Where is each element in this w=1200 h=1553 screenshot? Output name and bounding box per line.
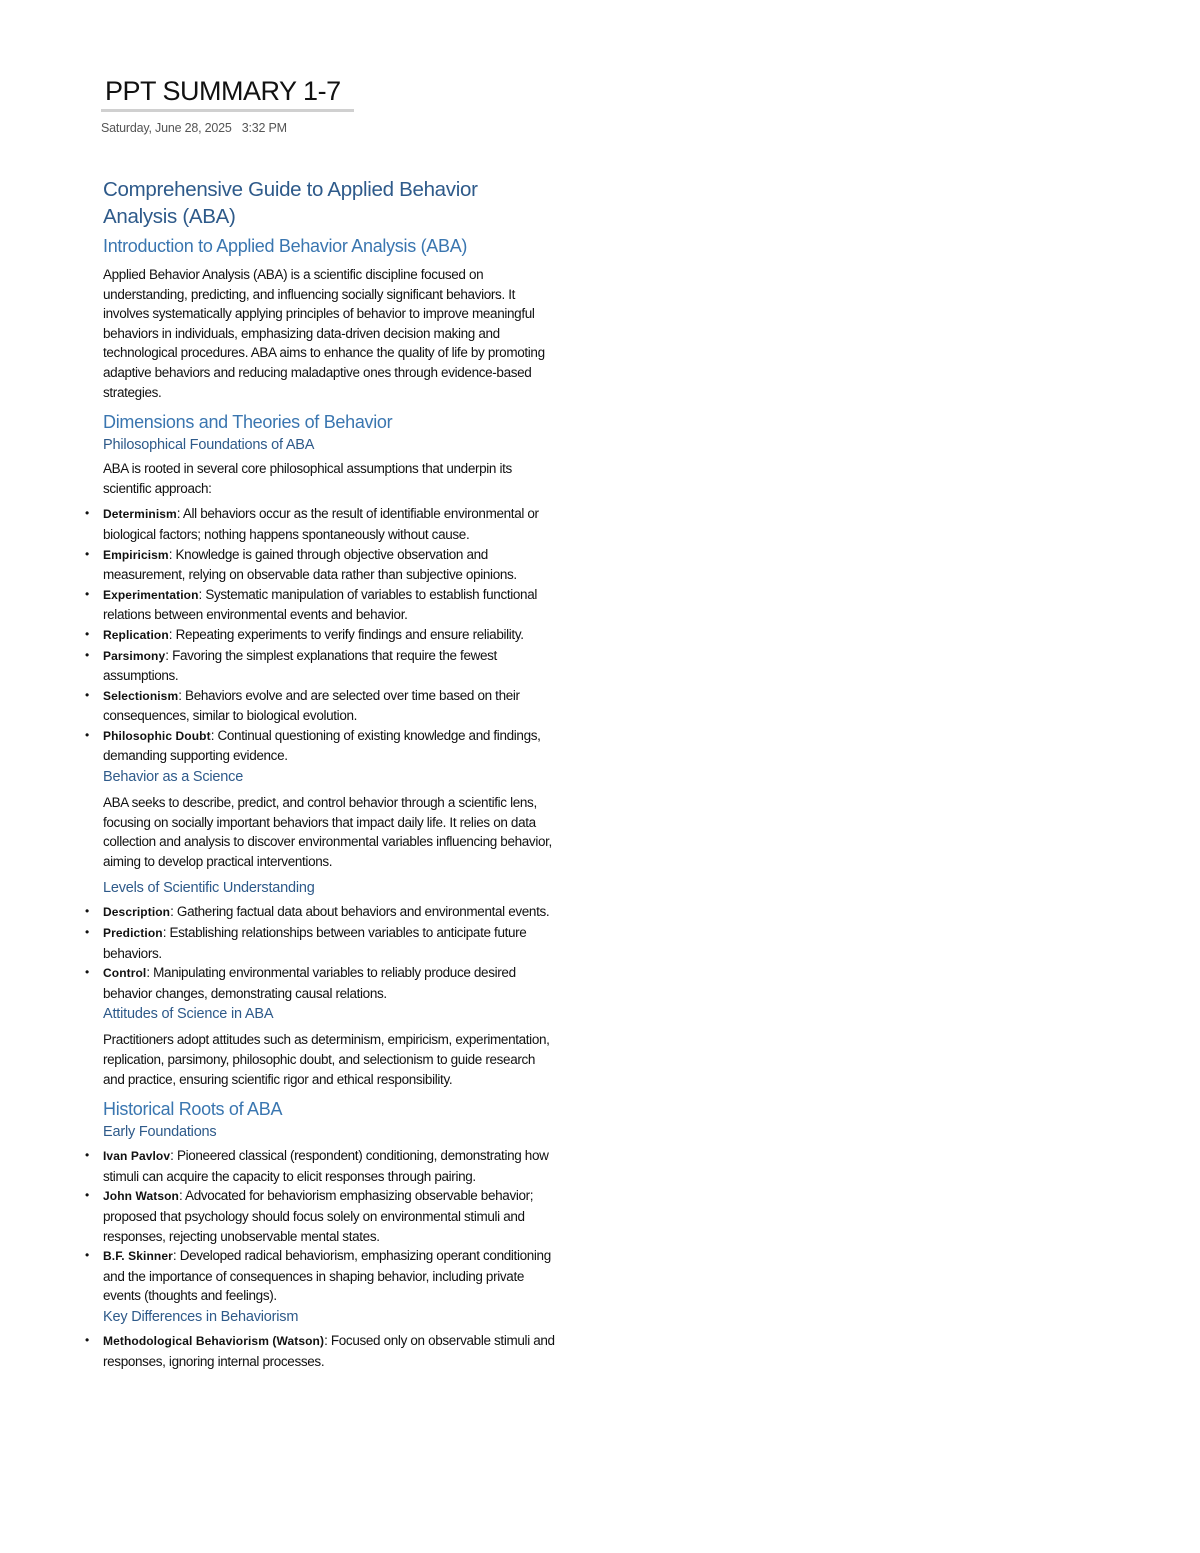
main-heading: Comprehensive Guide to Applied Behavior Analysis (ABA) — [103, 178, 478, 228]
list-item: • Prediction: Establishing relationships between variables to anticipate future behaviors. — [85, 925, 527, 961]
levels-heading: Levels of Scientific Understanding — [103, 880, 315, 897]
bullet-icon: • — [85, 586, 89, 601]
bullet-icon: • — [85, 626, 89, 641]
key-differences-heading: Key Differences in Behaviorism — [103, 1308, 299, 1325]
philosophical-heading: Philosophical Foundations of ABA — [103, 437, 315, 454]
historical-heading: Historical Roots of ABA — [103, 1099, 283, 1120]
levels-list — [85, 902, 555, 1003]
bullet-icon: • — [85, 904, 89, 919]
time-text: 3:32 PM — [241, 121, 287, 135]
bullet-icon: • — [85, 1248, 89, 1263]
list-item: • Philosophic Doubt: Continual questioning of existing knowledge and findings, demanding supporting evidence. — [85, 727, 541, 764]
bullet-icon: • — [85, 1332, 89, 1347]
page-title: PPT SUMMARY 1-7 — [105, 76, 341, 106]
bullet-icon: • — [85, 965, 89, 980]
list-item: • Determinism: All behaviors occur as the result of identifiable environmental or biological factors; nothing happens spontaneously without cause. — [85, 506, 539, 542]
bullet-icon: • — [85, 687, 89, 702]
list-item: • Control: Manipulating environmental variables to reliably produce desired behavior changes, demonstrating causal relations. — [85, 965, 516, 1001]
bullet-icon: • — [85, 925, 89, 940]
bullet-icon: • — [85, 727, 89, 742]
key-differences-list — [85, 1331, 555, 1371]
science-heading: Behavior as a Science — [103, 769, 244, 786]
bullet-icon: • — [85, 546, 89, 561]
science-paragraph: ABA seeks to describe, predict, and control behavior through a scientific lens, focusing on socially important behaviors that impact daily life. It relies on data collection and analysis to discover environmental variables influencing behavior, aiming to develop practical interventions. — [103, 795, 552, 869]
bullet-icon: • — [85, 647, 89, 662]
intro-heading: Introduction to Applied Behavior Analysis (ABA) — [103, 236, 468, 256]
early-foundations-list — [85, 1146, 555, 1306]
attitudes-heading: Attitudes of Science in ABA — [103, 1006, 274, 1023]
intro-paragraph: Applied Behavior Analysis (ABA) is a scientific discipline focused on understanding, predicting, and influencing socially significant behaviors. It involves systematically applying principles of behavior to improve meaningful behaviors in individuals, emphasizing data-driven decision making and technological procedures. ABA aims to enhance the quality of life by promoting adaptive behaviors and reducing maladaptive ones through evidence-based strategies. — [103, 267, 545, 400]
attitudes-paragraph: Practitioners adopt attitudes such as determinism, empiricism, experimentation, replication, parsimony, philosophic doubt, and selectionism to guide research and practice, ensuring scientific rigor and ethical responsibility. — [103, 1032, 550, 1087]
title-underline — [101, 109, 354, 112]
list-item: • Empiricism: Knowledge is gained through objective observation and measurement, relying on observable data rather than subjective opinions. — [85, 546, 517, 583]
list-item: • Selectionism: Behaviors evolve and are selected over time based on their consequences, similar to biological evolution. — [85, 687, 520, 724]
note-content — [85, 176, 555, 1373]
list-item: • John Watson: Advocated for behaviorism emphasizing observable behavior; proposed that psychology should focus solely on environmental stimuli and responses, rejecting unobservable mental states. — [85, 1188, 534, 1244]
list-item: • Parsimony: Favoring the simplest explanations that require the fewest assumptions. — [85, 647, 497, 684]
philosophical-list — [85, 504, 555, 766]
list-item: • Description: Gathering factual data about behaviors and environmental events. — [103, 902, 555, 923]
date-text: Saturday, June 28, 2025 — [101, 121, 232, 135]
timestamp — [101, 121, 287, 135]
bullet-icon: • — [85, 1188, 89, 1203]
early-foundations-heading: Early Foundations — [103, 1124, 217, 1141]
bullet-icon: • — [85, 1148, 89, 1163]
philosophical-paragraph: ABA is rooted in several core philosophical assumptions that underpin its scientific approach: — [103, 461, 512, 496]
list-item: • Experimentation: Systematic manipulation of variables to establish functional relations between environmental events and behavior. — [85, 586, 538, 623]
dimensions-heading: Dimensions and Theories of Behavior — [103, 412, 393, 433]
list-item: • Replication: Repeating experiments to verify findings and ensure reliability. — [103, 625, 555, 646]
list-item: • Ivan Pavlov: Pioneered classical (respondent) conditioning, demonstrating how stimuli can acquire the capacity to elicit responses through pairing. — [85, 1148, 549, 1184]
list-item: • Methodological Behaviorism (Watson): Focused only on observable stimuli and responses, ignoring internal processes. — [85, 1332, 555, 1369]
bullet-icon: • — [85, 506, 89, 521]
list-item: • B.F. Skinner: Developed radical behaviorism, emphasizing operant conditioning and the importance of consequences in shaping behavior, including private events (thoughts and feelings). — [85, 1248, 551, 1304]
